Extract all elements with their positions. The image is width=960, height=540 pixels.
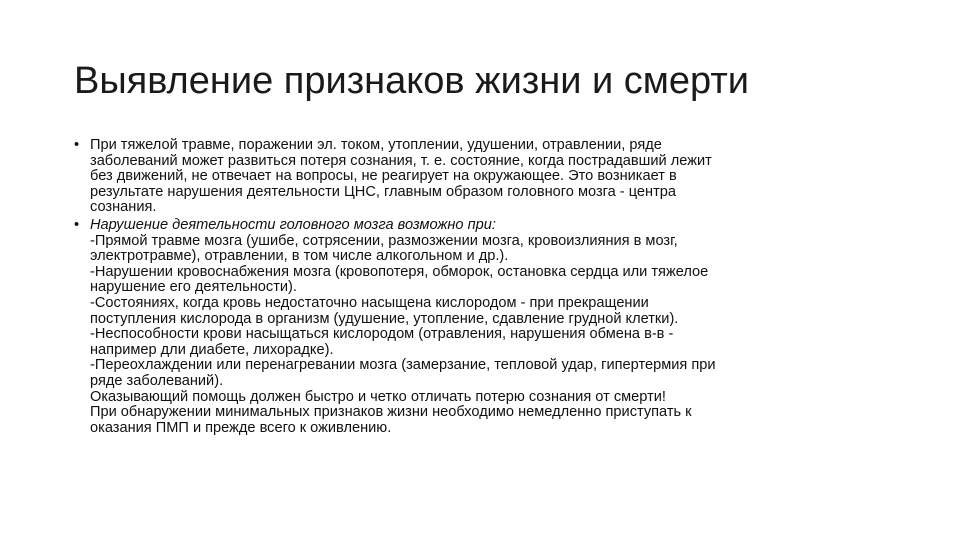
slide-title: Выявление признаков жизни и смерти [74, 60, 749, 102]
text-line: При тяжелой травме, поражении эл. током, утоплении, удушении, отравлении, ряде [90, 137, 662, 153]
text-line: -Прямой травме мозга (ушибе, сотрясении, размозжении мозга, кровоизлияния в мозг, [90, 232, 678, 249]
text-line: -Нарушении кровоснабжения мозга (кровопотеря, обморок, остановка сердца или тяжелое [90, 263, 709, 280]
text-line: электротравме), отравлении, в том числе алкогольном и др.). [90, 248, 509, 265]
text-line: -Состояниях, когда кровь недостаточно насыщена кислородом - при прекращении [90, 294, 649, 311]
text-line: результате нарушения деятельности ЦНС, главным образом головного мозга - центра [90, 183, 677, 200]
bullet-heading: Нарушение деятельности головного мозга возможно при: [90, 216, 496, 233]
text-line: заболеваний может развиться потеря сознания, т. е. состояние, когда пострадавший лежит [90, 152, 712, 169]
text-line: сознания. [90, 199, 157, 216]
text-line: -Неспособности крови насыщаться кислородом (отравления, нарушения обмена в-в - [90, 326, 674, 343]
bullet-item-1 [74, 138, 894, 216]
text-line: -Переохлаждении или перенагревании мозга (замерзание, тепловой удар, гипертермия при [90, 357, 716, 374]
text-line: например дли диабете, лихорадке). [90, 341, 334, 358]
bullet-item-2 [74, 218, 894, 436]
bullet-dot-icon: • [74, 137, 80, 153]
text-line: без движений, не отвечает на вопросы, не реагирует на окружающее. Это возникает в [90, 168, 677, 185]
slide-body [74, 138, 894, 436]
text-line: Оказывающий помощь должен быстро и четко отличать потерю сознания от смерти! [90, 388, 666, 405]
text-line: ряде заболеваний). [90, 372, 224, 389]
text-line: При обнаружении минимальных признаков жизни необходимо немедленно приступать к [90, 404, 692, 421]
text-line: поступления кислорода в организм (удушение, утопление, сдавление грудной клетки). [90, 310, 679, 327]
text-line: оказания ПМП и прежде всего к оживлению. [90, 419, 392, 436]
text-line: нарушение его деятельности). [90, 279, 297, 296]
bullet-dot-icon: • [74, 216, 80, 233]
